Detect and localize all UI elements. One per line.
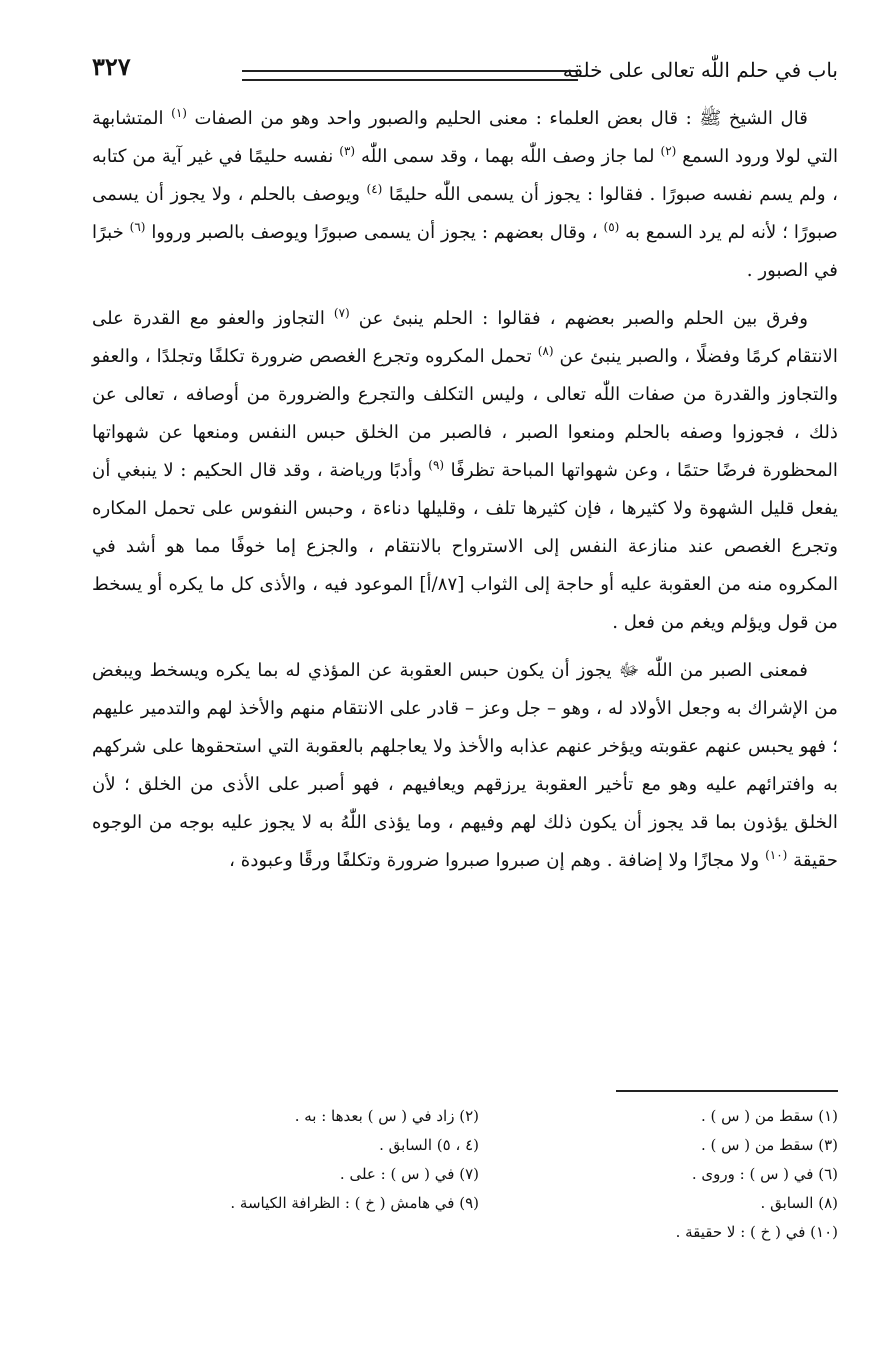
footnote-marker: (٤) [366,181,383,196]
footnote-marker: (٧) [333,305,350,320]
paragraph [92,300,838,642]
footnote-row [120,1160,838,1189]
running-title: باب في حلم اللّٰه تعالى على خلقه [562,58,838,82]
footnote-marker: (١) [171,105,187,120]
text-run: خبرًا في الصبور . [92,222,838,281]
footnote-marker: (٥) [603,219,620,234]
footnote-row [120,1131,838,1160]
footnote-marker: (٣) [339,143,356,158]
text-run: وفرق بين الحلم والصبر بعضهم ، فقالوا : الحلم ينبئ عن [349,308,808,329]
footnote: (٨) السابق . [760,1194,838,1212]
text-run: تحمل المكروه وتجرع الغصص ضرورة تكلفًا وتجلدًا ، والعفو والتجاوز والقدرة من صفات اللّٰه تعالى ، وليس التكلف والتجرع والضرورة من أوصافه ، تعالى عن ذلك ، فجوزوا وصفه بالحلم ومنعوا الصبر ، فالصبر من الخلق حبس النفس ومنعها عن شهواتها المحظورة فرضًا حتمًا ، وعن شهواتها المباحة تظرفًا [92,346,838,481]
footnote-marker: (٦) [129,219,146,234]
footnote-row [120,1189,838,1218]
footnote-marker: (٢) [660,143,677,158]
footnote-row [120,1102,838,1131]
text-run: لما جاز وصف اللّٰه بهما ، وقد سمى اللّٰه [355,146,661,167]
footnote: (١٠) في ( خ ) : لا حقيقة . [675,1223,838,1241]
text-run: التجاوز والعفو مع القدرة على الانتقام كرمًا وفضلًا ، والصبر ينبئ عن [92,308,838,367]
page-header [92,52,838,86]
footnote [120,1218,479,1247]
footnote: (٢) زاد في ( س ) بعدها : به . [294,1107,479,1125]
text-run: ويوصف بالحلم ، ولا يجوز أن يسمى صبورًا ؛ لأنه لم يرد السمع به [92,184,838,243]
page-number: ٣٢٧ [92,52,131,81]
footnote-marker: (١٠) [765,847,788,862]
text-run: نفسه حليمًا في غير آية من كتابه ، ولم يسم نفسه صبورًا . فقالوا : يجوز أن يسمى اللّٰه حليمًا [92,146,838,205]
paragraph [92,652,838,880]
footnote-divider [616,1090,838,1092]
footnote: (٤ ، ٥) السابق . [379,1136,479,1154]
text-run: المتشابهة التي لولا ورود السمع [92,108,838,167]
footnotes [120,1102,838,1247]
text-run: وأدبًا ورياضة ، وقد قال الحكيم : لا ينبغي أن يفعل قليل الشهوة ولا كثيرها ، فإن كثيرها تلف ، وقليلها دناءة ، وحبس النفوس على تحمل المكاره وتجرع الغصص عند منازعة النفس إلى الاسترواح بالانتقام ، والجزع إما خوفًا مما هو أشد في المكروه منه من العقوبة عليه أو حاجة إلى الثواب [٨٧/أ] الموعود فيه ، والأذى كل ما يكره أو يسخط من قول ويؤلم ويغم من فعل . [92,460,838,633]
footnote-row [120,1218,838,1247]
text-run: فمعنى الصبر من اللّٰه ﷻ يجوز أن يكون حبس العقوبة عن المؤذي له بما يكره ويسخط ويبغض من الإشراك به وجعل الأولاد له ، وهو – جل وعز – قادر على الانتقام منهم والأخذ لهم والتدمير عليهم ؛ فهو يحبس عنهم عقوبته ويؤخر عنهم عذابه والأخذ ولا يعاجلهم بالعقوبة التي استحقوها على شركهم به وافترائهم عليه وهو مع تأخير العقوبة يرزقهم ويعافيهم ، فهو أصبر على الأذى من الخلق ؛ لأن الخلق يؤذون بما قد يجوز أن يكون ذلك لهم وفيهم ، وما يؤذى اللّٰهُ به لا يجوز عليه بوجه من الوجوه حقيقة [92,660,838,871]
text-run: ولا مجازًا ولا إضافة . وهم إن صبروا صبروا ضرورة وتكلفًا ورقًا وعبودة ، [229,850,766,871]
footnote: (١) سقط من ( س ) . [700,1107,838,1125]
footnote: (٣) سقط من ( س ) . [700,1136,838,1154]
paragraph [92,100,838,290]
footnote: (٧) في ( س ) : على . [339,1165,479,1183]
header-rule [242,70,578,81]
footnote: (٩) في هامش ( خ ) : الظرافة الكياسة . [230,1194,479,1212]
footnote-marker: (٨) [537,343,554,358]
text-run: قال الشيخ ﷺ : قال بعض العلماء : معنى الحليم والصبور واحد وهو من الصفات [186,108,808,129]
footnote-marker: (٩) [428,457,445,472]
footnote: (٦) في ( س ) : وروى . [691,1165,838,1183]
text-run: ، وقال بعضهم : يجوز أن يسمى صبورًا ويوصف بالصبر ورووا [145,222,604,243]
main-text [92,100,838,890]
